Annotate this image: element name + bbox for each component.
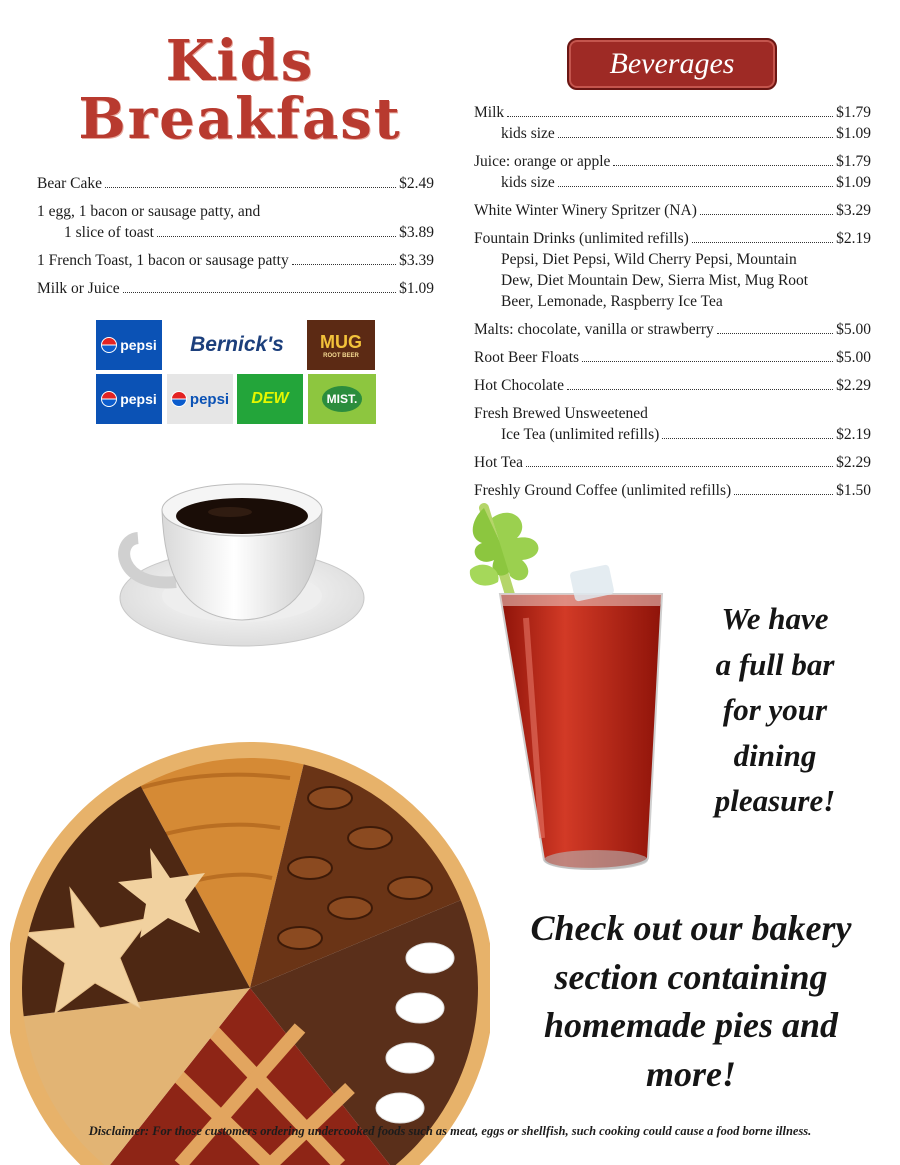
leader-dots [123, 292, 396, 293]
pie-assortment-image [10, 728, 490, 1165]
slogan-line: We have [721, 601, 829, 636]
slogan-line: homemade pies and [544, 1005, 838, 1045]
fountain-description-line3: Beer, Lemonade, Raspberry Ice Tea [501, 293, 723, 310]
item-price: $5.00 [836, 349, 871, 366]
beverages-menu-list [474, 102, 871, 501]
mug-logo-subtext: ROOT BEER [323, 352, 359, 359]
leader-dots [507, 116, 833, 117]
menu-item-egg-combo [37, 201, 434, 243]
item-name: 1 French Toast, 1 bacon or sausage patty [37, 252, 289, 269]
menu-item-hot-chocolate [474, 375, 871, 396]
menu-item-milk-juice [37, 278, 434, 299]
leader-dots [558, 137, 833, 138]
leader-dots [700, 214, 833, 215]
dew-logo-text: DEW [251, 390, 289, 407]
item-name: Juice: orange or apple [474, 153, 611, 170]
leader-dots [613, 165, 833, 166]
leader-dots [662, 438, 833, 439]
fountain-description-line1: Pepsi, Diet Pepsi, Wild Cherry Pepsi, Mountain [501, 251, 797, 268]
full-bar-slogan [690, 596, 860, 824]
item-price: $2.19 [836, 230, 871, 247]
slogan-line: pleasure! [714, 783, 836, 818]
kids-title-line2: Breakfast [78, 86, 402, 152]
menu-item-hot-tea [474, 452, 871, 473]
leader-dots [717, 333, 833, 334]
item-price: $3.39 [399, 252, 434, 269]
mountain-dew-logo [237, 374, 303, 424]
item-name: Fountain Drinks (unlimited refills) [474, 230, 689, 247]
pepsi-globe-icon [101, 391, 117, 407]
kids-menu-list [37, 173, 434, 299]
item-price: $5.00 [836, 321, 871, 338]
coffee-cup-image [118, 470, 366, 648]
menu-item-malts [474, 319, 871, 340]
menu-item-milk-kids [474, 123, 871, 144]
item-name: Hot Chocolate [474, 377, 564, 394]
bernicks-logo [178, 320, 296, 370]
slogan-line: a full bar [715, 646, 835, 682]
beverage-logos [96, 320, 378, 424]
menu-item-juice [474, 151, 871, 172]
kids-title-line1: Kids [165, 28, 315, 94]
bernicks-logo-text: Bernick's [190, 333, 284, 356]
beverages-banner: Beverages [567, 38, 777, 90]
item-name-line1: Fresh Brewed Unsweetened [474, 405, 648, 422]
item-price: $2.19 [836, 426, 871, 443]
item-price: $1.79 [836, 153, 871, 170]
leader-dots [692, 242, 833, 243]
item-price: $2.29 [836, 377, 871, 394]
bakery-slogan [486, 904, 896, 1098]
pepsi-globe-icon [101, 337, 117, 353]
pepsi-logo-text: pepsi [120, 337, 157, 353]
item-price: $1.09 [836, 174, 871, 191]
item-name: kids size [501, 125, 555, 142]
slogan-line: Check out our bakery [530, 908, 852, 948]
slogan-line: dining [733, 737, 817, 773]
item-price: $3.89 [399, 224, 434, 241]
item-price: $2.29 [836, 454, 871, 471]
item-name: Hot Tea [474, 454, 523, 471]
item-price: $1.79 [836, 104, 871, 121]
menu-item-fountain [474, 228, 871, 249]
mist-logo-text: MIST. [322, 386, 363, 412]
item-name: Milk or Juice [37, 280, 120, 297]
item-name: Bear Cake [37, 175, 102, 192]
diet-pepsi-logo-text: pepsi [189, 390, 230, 408]
kids-breakfast-title [60, 28, 420, 152]
item-price: $3.29 [836, 202, 871, 219]
leader-dots [157, 236, 396, 237]
menu-item-juice-kids [474, 172, 871, 193]
leader-dots [582, 361, 833, 362]
item-name-line2: 1 slice of toast [64, 224, 154, 241]
item-name: Malts: chocolate, vanilla or strawberry [474, 321, 714, 338]
slogan-line: section containing [554, 956, 828, 997]
item-price: $2.49 [399, 175, 434, 192]
leader-dots [105, 187, 396, 188]
menu-item-ice-tea [474, 403, 871, 445]
leader-dots [292, 264, 396, 265]
mug-logo-text: MUG [320, 331, 362, 352]
bloody-mary-image [462, 498, 672, 878]
menu-item-bear-cake [37, 173, 434, 194]
item-name: Milk [474, 104, 505, 121]
item-name: kids size [501, 174, 555, 191]
leader-dots [526, 466, 833, 467]
menu-item-milk [474, 102, 871, 123]
pepsi-globe-icon [171, 391, 187, 407]
sierra-mist-logo [308, 374, 376, 424]
fountain-description-line2: Dew, Diet Mountain Dew, Sierra Mist, Mug Root [501, 272, 809, 289]
menu-item-root-beer-floats [474, 347, 871, 368]
mug-root-beer-logo [307, 320, 375, 370]
item-name: Root Beer Floats [474, 349, 580, 366]
slogan-line: for your [722, 692, 828, 727]
item-price: $1.09 [836, 125, 871, 142]
leader-dots [567, 389, 833, 390]
item-name-line1: 1 egg, 1 bacon or sausage patty, and [37, 203, 261, 220]
menu-item-spritzer [474, 200, 871, 221]
menu-item-french-toast [37, 250, 434, 271]
slogan-line: more! [646, 1053, 736, 1094]
item-name: White Winter Winery Spritzer (NA) [474, 202, 697, 219]
item-name-line2: Ice Tea (unlimited refills) [501, 426, 660, 443]
disclaimer-text: Disclaimer: For those customers ordering undercooked foods such as meat, eggs or shellfish, such cooking could cause a food borne illness. [88, 1124, 812, 1138]
item-price: $1.09 [399, 280, 434, 297]
item-name: Freshly Ground Coffee (unlimited refills) [474, 482, 732, 499]
wild-cherry-pepsi-logo [96, 374, 162, 424]
leader-dots [558, 186, 833, 187]
wild-cherry-logo-text: pepsi [120, 391, 157, 407]
leader-dots [734, 494, 833, 495]
pepsi-logo [96, 320, 162, 370]
diet-pepsi-logo [167, 374, 233, 424]
item-price: $1.50 [836, 482, 871, 499]
